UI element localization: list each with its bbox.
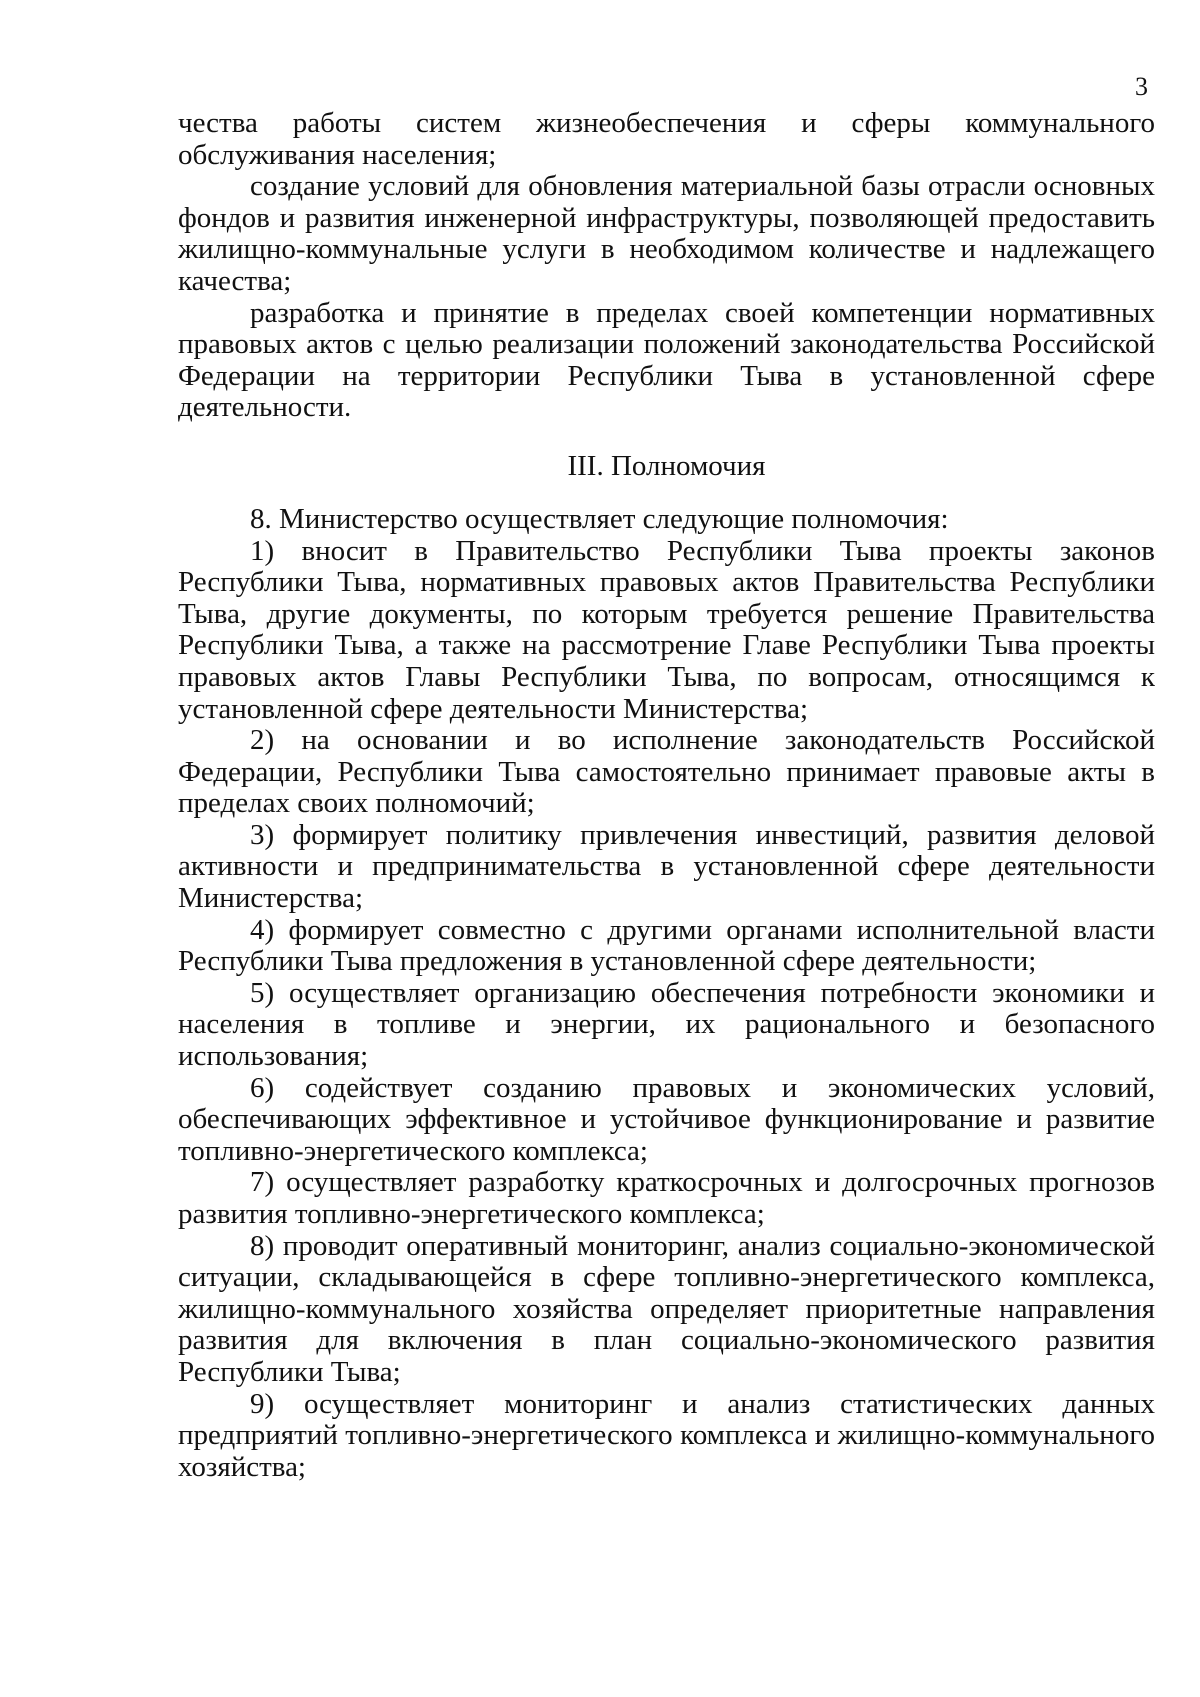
power-item-9: 9) осуществляет мониторинг и анализ статистических данных предприятий топливно-энергетического комплекса и жилищно-коммунального хозяйства;	[178, 1387, 1155, 1483]
power-item-5: 5) осуществляет организацию обеспечения потребности экономики и населения в топливе и энергии, их рационального и безопасного использования;	[178, 976, 1155, 1073]
power-item-8: 8) проводит оперативный мониторинг, анализ социально-экономической ситуации, складывающейся в сфере топливно-энергетического комплекса, жилищно-коммунального хозяйства определяет приоритетные направления развития для включения в план социально-экономического развития Республики Тыва;	[178, 1229, 1155, 1388]
paragraph-continuation: чества работы систем жизнеобеспечения и сферы коммунального обслуживания населения;	[178, 107, 1155, 171]
power-item-7: 7) осуществляет разработку краткосрочных и долгосрочных прогнозов развития топливно-энергетического комплекса;	[178, 1166, 1155, 1230]
paragraph-powers-intro: 8. Министерство осуществляет следующие полномочия:	[250, 502, 949, 535]
paragraph-legal-acts: разработка и принятие в пределах своей компетенции нормативных правовых актов с целью реализации положений законодательства Российской Федерации на территории Республики Тыва в установленной сфере деятельности.	[178, 296, 1155, 424]
document-body	[178, 108, 1155, 1483]
power-item-3: 3) формирует политику привлечения инвестиций, развития деловой активности и предпринимательства в установленной сфере деятельности Министерства;	[178, 818, 1155, 915]
power-item-2: 2) на основании и во исполнение законодательств Российской Федерации, Республики Тыва самостоятельно принимает правовые акты в пределах своих полномочий;	[178, 724, 1155, 820]
power-item-6: 6) содействует созданию правовых и экономических условий, обеспечивающих эффективное и устойчивое функционирование и развитие топливно-энергетического комплекса;	[178, 1071, 1155, 1167]
power-item-4: 4) формирует совместно с другими органами исполнительной власти Республики Тыва предложения в установленной сфере деятельности;	[178, 913, 1155, 978]
page-number: 3	[1135, 72, 1148, 101]
power-item-1: 1) вносит в Правительство Республики Тыва проекты законов Республики Тыва, нормативных правовых актов Правительства Республики Тыва, другие документы, по которым требуется решение Правительства Республики Тыва, а также на рассмотрение Главе Республики Тыва проекты правовых актов Главы Республики Тыва, по вопросам, относящимся к установленной сфере деятельности Министерства;	[178, 534, 1155, 725]
paragraph-conditions: создание условий для обновления материальной базы отрасли основных фондов и развития инженерной инфраструктуры, позволяющей предоставить жилищно-коммунальные услуги в необходимом количестве и надлежащего качества;	[178, 170, 1155, 297]
section-heading: III. Полномочия	[567, 449, 766, 482]
